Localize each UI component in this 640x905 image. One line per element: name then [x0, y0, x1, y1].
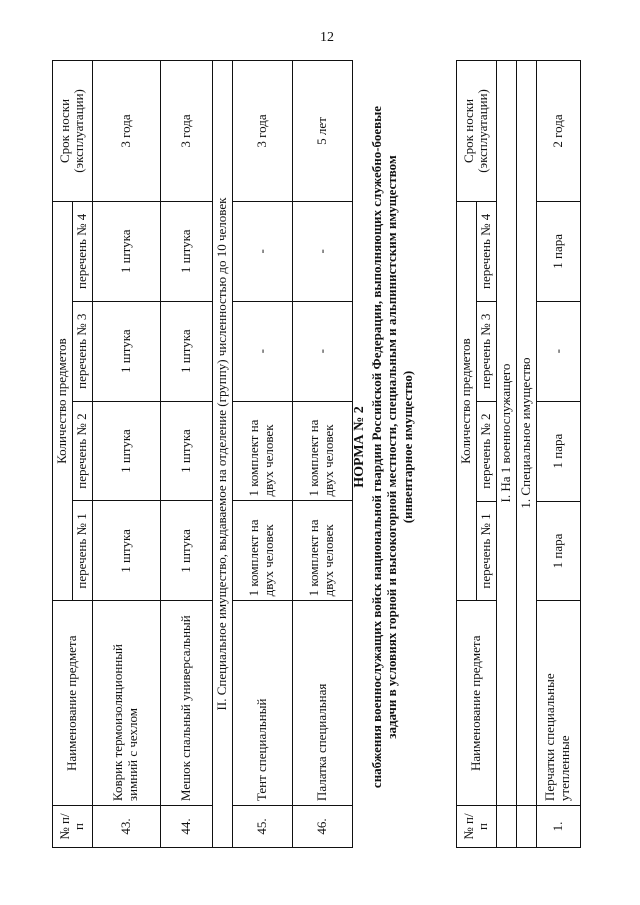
row-name: Перчатки специальные утепленные: [536, 601, 580, 806]
row-qty-1: 1 штука: [160, 501, 212, 601]
list-1-header: перечень № 1: [72, 501, 92, 601]
subsection-heading: 1. Специальное имущество: [516, 61, 536, 806]
table-row: [160, 61, 212, 848]
norm-2-table: [456, 60, 581, 848]
list-2-header: перечень № 2: [476, 401, 496, 501]
row-qty-4: 1 штука: [92, 201, 160, 301]
norm-title: НОРМА № 2: [352, 406, 367, 488]
section-heading: II. Специальное имущество, выдаваемое на отделение (группу) численностью до 10 человек: [212, 61, 232, 848]
list-1-header: перечень № 1: [476, 501, 496, 601]
row-name: Мешок спальный универсальный: [160, 601, 212, 806]
row-qty-2: 1 штука: [160, 401, 212, 501]
col-num-header: № п/п: [457, 806, 497, 848]
row-qty-3: 1 штука: [92, 301, 160, 401]
row-qty-2: 1 пара: [536, 401, 580, 501]
col-qty-header: Количество предметов: [53, 201, 73, 600]
section-heading: I. На 1 военнослужащего: [496, 61, 516, 806]
table-row: [92, 61, 160, 848]
row-qty-2: 1 комплект на двух человек: [292, 401, 352, 501]
norm-1-table: [52, 60, 353, 848]
row-term: 5 лет: [292, 61, 352, 202]
row-num: 1.: [536, 806, 580, 848]
col-term-header: Срок носки (эксплуатации): [53, 61, 93, 202]
row-name: Тент специальный: [232, 601, 292, 806]
col-term-header: Срок носки (эксплуатации): [457, 61, 497, 202]
row-qty-3: -: [232, 301, 292, 401]
list-3-header: перечень № 3: [72, 301, 92, 401]
row-num: 45.: [232, 806, 292, 848]
norm-line-1: снабжения военнослужащих войск национальной гвардии Российской Федерации, выполняющих служебно-боевые: [368, 105, 384, 789]
row-name: Палатка специальная: [292, 601, 352, 806]
row-qty-4: 1 штука: [160, 201, 212, 301]
row-qty-3: -: [292, 301, 352, 401]
table-row: [232, 61, 292, 848]
row-qty-1: 1 комплект на двух человек: [232, 501, 292, 601]
row-qty-2: 1 штука: [92, 401, 160, 501]
list-3-header: перечень № 3: [476, 301, 496, 401]
row-term: 3 года: [92, 61, 160, 202]
row-name: Коврик термоизоляционный зимний с чехлом: [92, 601, 160, 806]
norm-line-3: (инвентарное имущество): [399, 370, 415, 524]
row-term: 2 года: [536, 61, 580, 202]
table-row: [292, 61, 352, 848]
row-num: 43.: [92, 806, 160, 848]
row-qty-4: -: [232, 201, 292, 301]
row-qty-1: 1 пара: [536, 501, 580, 601]
page-number: 12: [320, 30, 334, 45]
list-2-header: перечень № 2: [72, 401, 92, 501]
col-num-header: № п/п: [53, 806, 93, 848]
row-num: 46.: [292, 806, 352, 848]
row-num: 44.: [160, 806, 212, 848]
row-qty-2: 1 комплект на двух человек: [232, 401, 292, 501]
row-term: 3 года: [160, 61, 212, 202]
rotated-content: [52, 32, 572, 862]
row-qty-4: 1 пара: [536, 201, 580, 301]
col-qty-header: Количество предметов: [457, 201, 477, 601]
list-4-header: перечень № 4: [72, 201, 92, 301]
col-name-header: Наименование предмета: [457, 601, 497, 806]
norm-2-heading: [352, 32, 416, 862]
row-qty-1: 1 комплект на двух человек: [292, 501, 352, 601]
row-qty-3: 1 штука: [160, 301, 212, 401]
table-row: [536, 61, 580, 848]
norm-line-2: задачи в условиях горной и высокогорной местности, специальным и альпинистским имуществом: [384, 155, 400, 739]
row-qty-1: 1 штука: [92, 501, 160, 601]
row-term: 3 года: [232, 61, 292, 202]
col-name-header: Наименование предмета: [53, 601, 93, 806]
list-4-header: перечень № 4: [476, 201, 496, 301]
row-qty-4: -: [292, 201, 352, 301]
row-qty-3: -: [536, 301, 580, 401]
